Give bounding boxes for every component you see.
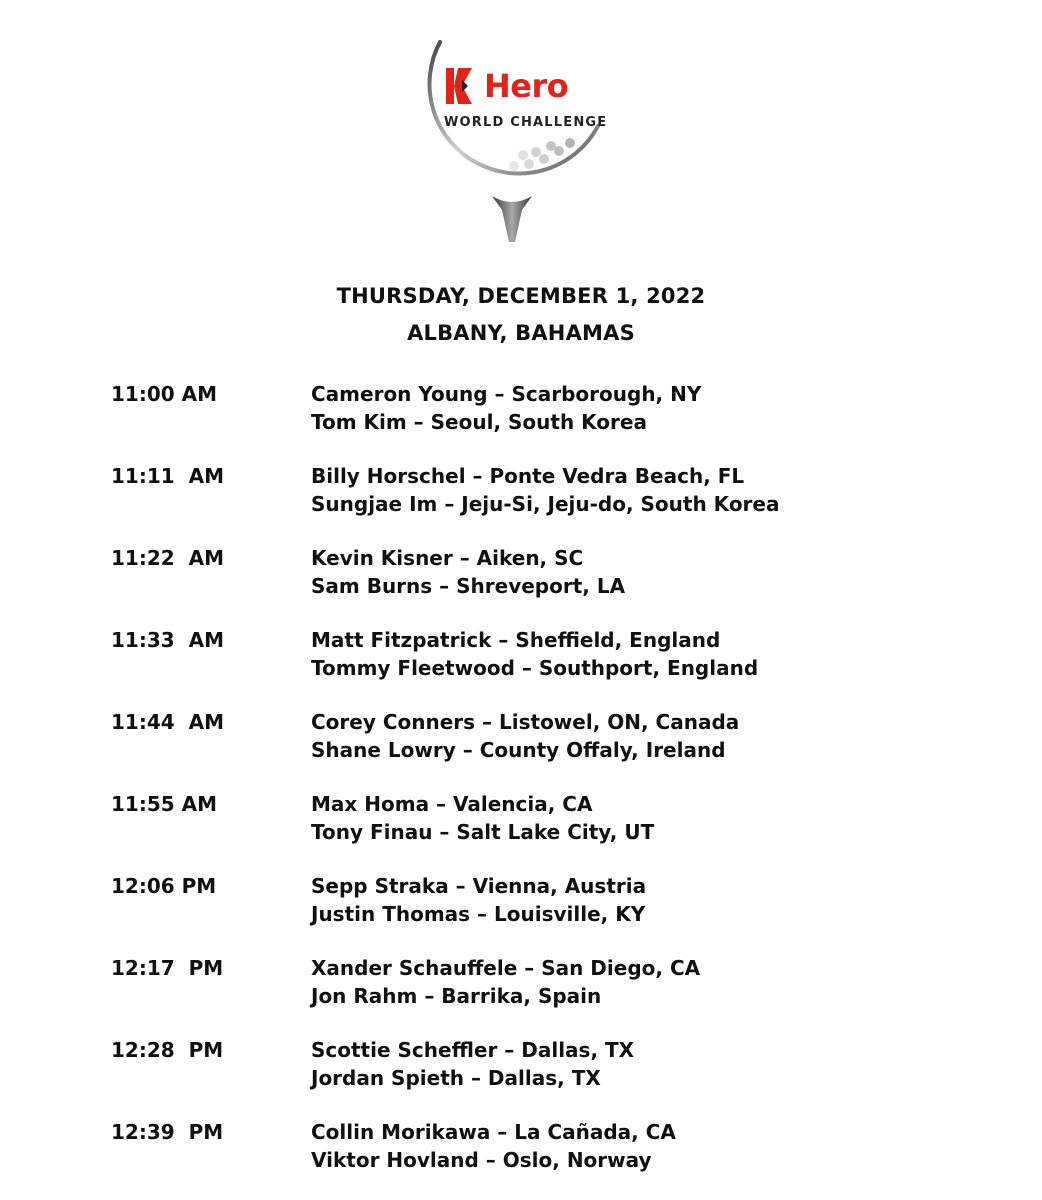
tee-time: 11:44 AM <box>111 710 224 734</box>
tee-time-row <box>0 1036 1042 1096</box>
tee-time-row <box>0 544 1042 604</box>
tee-time-row <box>0 462 1042 522</box>
event-location: ALBANY, BAHAMAS <box>407 321 635 345</box>
player-entry: Kevin Kisner – Aiken, SC <box>311 546 584 570</box>
pairing <box>311 1118 676 1174</box>
tee-time-row <box>0 626 1042 686</box>
player-entry: Shane Lowry – County Offaly, Ireland <box>311 738 726 762</box>
tee-time: 11:22 AM <box>111 546 224 570</box>
player-entry: Max Homa – Valencia, CA <box>311 792 593 816</box>
player-entry: Sepp Straka – Vienna, Austria <box>311 874 647 898</box>
brand-name: Hero <box>484 67 569 105</box>
tee-time-row <box>0 790 1042 850</box>
player-entry: Matt Fitzpatrick – Sheffield, England <box>311 628 721 652</box>
player-entry: Sungjae Im – Jeju-Si, Jeju-do, South Korea <box>311 492 780 516</box>
tee-time: 11:00 AM <box>111 382 218 406</box>
player-entry: Jordan Spieth – Dallas, TX <box>311 1066 601 1090</box>
player-entry: Collin Morikawa – La Cañada, CA <box>311 1120 676 1144</box>
tee-time: 11:33 AM <box>111 628 224 652</box>
player-entry: Corey Conners – Listowel, ON, Canada <box>311 710 740 734</box>
tee-time: 12:28 PM <box>111 1038 224 1062</box>
player-entry: Tommy Fleetwood – Southport, England <box>311 656 759 680</box>
tee-time-row <box>0 380 1042 440</box>
tee-time-row <box>0 1118 1042 1178</box>
pairing <box>311 1036 634 1092</box>
tee-time-row <box>0 708 1042 768</box>
tee-time-row <box>0 872 1042 932</box>
tee-time: 12:17 PM <box>111 956 224 980</box>
pairing <box>311 380 701 436</box>
pairing <box>311 708 739 764</box>
pairing <box>311 626 758 682</box>
player-entry: Justin Thomas – Louisville, KY <box>311 902 646 926</box>
tee-time: 12:06 PM <box>111 874 217 898</box>
player-entry: Xander Schauffele – San Diego, CA <box>311 956 701 980</box>
tee-time-row <box>0 954 1042 1014</box>
player-entry: Billy Horschel – Ponte Vedra Beach, FL <box>311 464 745 488</box>
pairing <box>311 462 779 518</box>
player-entry: Scottie Scheffler – Dallas, TX <box>311 1038 635 1062</box>
player-entry: Viktor Hovland – Oslo, Norway <box>311 1148 652 1172</box>
pairing <box>311 872 646 928</box>
player-entry: Jon Rahm – Barrika, Spain <box>311 984 602 1008</box>
player-entry: Sam Burns – Shreveport, LA <box>311 574 626 598</box>
tee-time: 12:39 PM <box>111 1120 224 1144</box>
pairing <box>311 790 654 846</box>
player-entry: Cameron Young – Scarborough, NY <box>311 382 702 406</box>
pairing <box>311 954 700 1010</box>
player-entry: Tony Finau – Salt Lake City, UT <box>311 820 655 844</box>
hero-world-challenge-logo <box>412 38 612 243</box>
tee-time: 11:11 AM <box>111 464 224 488</box>
event-name: WORLD CHALLENGE <box>444 115 608 130</box>
player-entry: Tom Kim – Seoul, South Korea <box>311 410 647 434</box>
tee-time: 11:55 AM <box>111 792 218 816</box>
pairing <box>311 544 625 600</box>
event-date: THURSDAY, DECEMBER 1, 2022 <box>336 284 706 308</box>
